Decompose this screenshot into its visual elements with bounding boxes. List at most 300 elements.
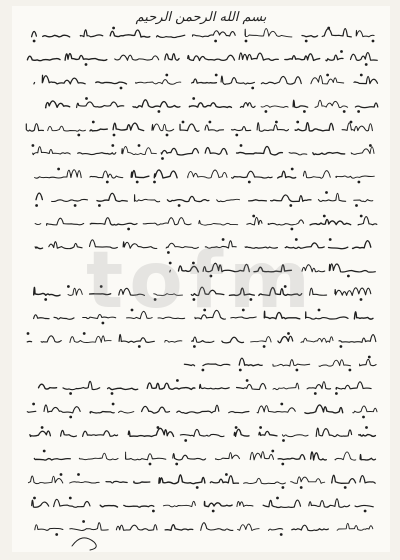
ink-dot (323, 215, 325, 217)
ink-stroke (170, 270, 171, 272)
ink-dot (136, 181, 138, 183)
ink-dot (356, 205, 358, 207)
ink-dot (365, 64, 367, 66)
ink-dot (58, 168, 60, 170)
ink-stroke (35, 170, 82, 178)
ink-stroke (100, 505, 117, 507)
ink-stroke (261, 76, 301, 84)
ink-dot (329, 239, 331, 241)
ink-stroke (278, 336, 293, 342)
ink-stroke (128, 428, 173, 436)
ink-dot (158, 111, 160, 113)
ink-stroke (205, 125, 224, 131)
ink-dot (300, 487, 302, 489)
manuscript-page (12, 6, 390, 552)
ink-stroke (131, 170, 149, 177)
ink-dot (166, 134, 168, 136)
ink-dot (290, 205, 292, 207)
ink-stroke (134, 481, 150, 483)
ink-stroke (35, 525, 63, 531)
ink-stroke (221, 76, 254, 84)
ink-dot (242, 309, 244, 311)
ink-dot (236, 134, 238, 136)
ink-stroke (65, 54, 107, 61)
ink-stroke (229, 412, 249, 413)
ink-stroke (34, 83, 35, 84)
ink-dot (166, 74, 168, 76)
ink-dot (326, 192, 328, 194)
ink-stroke (124, 505, 154, 507)
ink-stroke (271, 195, 311, 202)
ink-dot (360, 74, 362, 76)
ink-stroke (292, 525, 329, 531)
ink-dot (45, 299, 47, 301)
ink-dot (252, 87, 254, 89)
ink-stroke (205, 148, 227, 155)
ink-stroke (33, 147, 70, 155)
ink-dot (194, 346, 196, 348)
ink-stroke (351, 53, 378, 61)
ink-stroke (351, 147, 374, 155)
ink-dot (314, 393, 316, 395)
ink-stroke (54, 499, 90, 507)
ink-dot (83, 521, 85, 523)
ink-stroke (195, 310, 226, 319)
ink-stroke (83, 315, 116, 319)
ink-dot (304, 111, 306, 113)
ink-dot (32, 145, 34, 147)
ink-dot (131, 309, 133, 311)
ink-stroke (250, 452, 273, 460)
ink-dot (282, 463, 284, 465)
ink-stroke (311, 452, 327, 460)
ink-stroke (119, 288, 145, 295)
ink-stroke (217, 199, 240, 201)
ink-stroke (142, 406, 170, 413)
ink-stroke (303, 171, 330, 179)
ink-dot (154, 181, 156, 183)
ink-stroke (126, 452, 166, 460)
ink-stroke (116, 525, 157, 531)
ink-dot (112, 403, 114, 405)
ink-dot (112, 145, 114, 147)
ink-stroke (199, 220, 238, 225)
ink-dot (253, 215, 255, 217)
ink-stroke (193, 31, 236, 37)
ink-stroke (273, 360, 310, 366)
ink-stroke (78, 153, 116, 155)
ink-stroke (46, 101, 70, 108)
ink-dot (280, 534, 282, 536)
ink-stroke (264, 311, 300, 319)
ink-stroke (166, 243, 198, 248)
ink-stroke (68, 288, 82, 295)
ink-dot (284, 286, 286, 288)
ink-stroke (309, 499, 350, 507)
ink-stroke (359, 435, 376, 437)
ink-stroke (133, 100, 180, 108)
ink-dot (128, 228, 130, 230)
ink-dot (240, 145, 242, 147)
ink-stroke (316, 428, 351, 436)
ink-dot (149, 463, 151, 465)
ink-stroke (35, 247, 42, 249)
ink-stroke (245, 29, 292, 37)
ink-dot (291, 228, 293, 230)
ink-dot (138, 346, 140, 348)
ink-dot (86, 98, 88, 100)
ink-stroke (237, 501, 253, 506)
ink-dot (276, 121, 278, 123)
ink-stroke (232, 171, 272, 178)
ink-stroke (97, 193, 127, 201)
ink-stroke (356, 30, 374, 36)
ink-stroke (70, 523, 108, 531)
ink-stroke (245, 247, 277, 249)
ink-dot (70, 416, 72, 418)
ink-stroke (42, 75, 85, 84)
ink-dot (297, 121, 299, 123)
ink-dot (162, 158, 164, 160)
ink-stroke (310, 219, 351, 224)
ink-stroke (127, 311, 153, 318)
ink-stroke (302, 265, 325, 272)
ink-dot (343, 111, 345, 113)
ink-stroke (238, 524, 260, 531)
ink-dot (100, 286, 102, 288)
ink-dot (215, 74, 217, 76)
ink-dot (291, 168, 293, 170)
ink-stroke (90, 240, 118, 249)
ink-dot (336, 393, 338, 395)
ink-dot (60, 474, 62, 476)
ink-stroke (90, 171, 123, 178)
ink-stroke (289, 153, 307, 155)
ink-stroke (259, 288, 302, 296)
ink-stroke (360, 476, 375, 484)
ink-dot (69, 497, 71, 499)
ink-dot (364, 510, 366, 512)
ink-stroke (237, 146, 283, 155)
ink-stroke (215, 453, 239, 460)
ink-stroke (27, 56, 60, 60)
ink-stroke (332, 475, 356, 483)
ink-stroke (152, 124, 174, 131)
ink-stroke (143, 218, 191, 225)
ink-stroke (44, 405, 80, 413)
ink-dot (295, 239, 297, 241)
ink-stroke (77, 102, 124, 108)
ink-stroke (96, 82, 127, 84)
margin-flourish (72, 538, 96, 550)
ink-stroke (269, 529, 283, 531)
ink-stroke (285, 54, 320, 61)
ink-stroke (231, 317, 256, 318)
ink-dot (368, 356, 370, 358)
ink-stroke (210, 476, 238, 484)
ink-stroke (192, 337, 214, 342)
ink-stroke (239, 53, 278, 60)
ink-dot (176, 463, 178, 465)
ink-dot (296, 369, 298, 371)
ink-dot (196, 487, 198, 489)
ink-dot (341, 51, 343, 53)
ink-dot (222, 239, 224, 241)
ink-dot (283, 440, 285, 442)
ink-dot (272, 450, 274, 452)
ink-stroke (165, 525, 193, 531)
ink-stroke (90, 218, 137, 225)
ink-stroke (52, 199, 88, 201)
ink-dot (182, 121, 184, 123)
ink-stroke (48, 126, 86, 131)
ink-stroke (189, 103, 231, 108)
ink-stroke (123, 242, 157, 249)
ink-stroke (204, 501, 232, 506)
ink-stroke (113, 123, 144, 130)
ink-stroke (188, 55, 235, 60)
ink-stroke (180, 429, 224, 436)
ink-stroke (285, 243, 324, 248)
ink-dot (212, 510, 214, 512)
ink-stroke (41, 336, 61, 342)
ink-dot (157, 427, 159, 429)
ink-stroke (237, 383, 266, 389)
ink-stroke (247, 217, 262, 224)
ink-stroke (179, 266, 199, 272)
ink-dot (305, 40, 307, 42)
ink-dot (344, 487, 346, 489)
ink-dot (113, 134, 115, 136)
ink-stroke (329, 264, 375, 272)
ink-stroke (315, 100, 348, 107)
ink-stroke (232, 127, 251, 131)
ink-stroke (355, 505, 373, 506)
ink-stroke (257, 123, 288, 132)
ink-dot (360, 299, 362, 301)
ink-stroke (154, 170, 177, 178)
ink-stroke (115, 55, 159, 60)
ink-stroke (353, 406, 377, 413)
ink-dot (120, 87, 122, 89)
ink-stroke (249, 200, 267, 201)
ink-stroke (229, 288, 254, 295)
ink-stroke (161, 148, 198, 155)
ink-stroke (335, 288, 371, 296)
ink-stroke (165, 340, 182, 342)
ink-dot (68, 286, 70, 288)
ink-stroke (329, 247, 348, 249)
ink-stroke (310, 288, 327, 295)
ink-stroke (254, 265, 291, 272)
ink-dot (106, 181, 108, 183)
ink-dot (70, 393, 72, 395)
ink-stroke (34, 287, 60, 295)
ink-dot (193, 299, 195, 301)
ink-stroke (353, 241, 371, 249)
ink-stroke (326, 55, 343, 61)
ink-stroke (295, 123, 333, 131)
ink-dot (372, 40, 374, 42)
ink-stroke (36, 193, 42, 200)
ink-stroke (163, 501, 195, 507)
ink-stroke (305, 405, 343, 414)
ink-dot (33, 403, 35, 405)
ink-stroke (108, 388, 138, 390)
ink-stroke (61, 430, 77, 436)
ink-stroke (354, 200, 373, 202)
ink-stroke (157, 35, 185, 37)
ink-stroke (90, 129, 107, 131)
ink-stroke (234, 429, 249, 436)
ink-stroke (30, 431, 51, 436)
ink-dot (248, 181, 250, 183)
ink-stroke (180, 124, 199, 131)
ink-stroke (49, 242, 82, 249)
ink-stroke (244, 478, 286, 484)
ink-dot (318, 309, 320, 311)
ink-dot (33, 40, 35, 42)
ink-dot (327, 74, 329, 76)
ink-dot (43, 450, 45, 452)
ink-dot (74, 205, 76, 207)
ink-dot (358, 181, 360, 183)
ink-stroke (27, 341, 31, 342)
ink-stroke (165, 54, 179, 60)
ink-stroke (358, 217, 377, 225)
ink-dot (358, 111, 360, 113)
ink-stroke (200, 384, 230, 389)
ink-stroke (26, 124, 43, 132)
ink-stroke (191, 287, 224, 295)
ink-stroke (203, 263, 249, 271)
ink-dot (250, 299, 252, 301)
ink-dot (235, 427, 237, 429)
ink-dot (169, 262, 171, 264)
ink-dot (185, 440, 187, 442)
ink-stroke (192, 79, 217, 83)
ink-stroke (306, 312, 348, 319)
ink-stroke (337, 523, 373, 530)
ink-stroke (291, 477, 325, 484)
ink-dot (246, 380, 248, 382)
ink-stroke (319, 360, 351, 367)
ink-dot (34, 497, 36, 499)
ink-stroke (106, 481, 127, 483)
ink-stroke (257, 406, 295, 413)
ink-stroke (80, 30, 103, 37)
ink-dot (245, 40, 247, 42)
ink-stroke (32, 31, 37, 36)
ink-stroke (90, 294, 111, 295)
ink-dot (265, 111, 267, 113)
ink-dot (99, 205, 101, 207)
ink-stroke (354, 312, 373, 319)
ink-stroke (90, 412, 114, 413)
ink-stroke (311, 76, 344, 84)
ink-stroke (119, 411, 134, 413)
ink-stroke (268, 220, 304, 225)
ink-stroke (354, 77, 378, 84)
ink-dot (281, 403, 283, 405)
ink-stroke (43, 35, 70, 37)
ink-dot (113, 27, 115, 29)
ink-dot (204, 309, 206, 311)
ink-dot (282, 487, 284, 489)
ink-stroke (39, 384, 57, 389)
ink-dot (56, 534, 58, 536)
ink-stroke (154, 294, 183, 296)
ink-dot (78, 134, 80, 136)
ink-stroke (167, 196, 209, 201)
ink-stroke (54, 317, 74, 319)
ink-dot (350, 121, 352, 123)
ink-dot (177, 380, 179, 382)
ink-stroke (158, 317, 185, 319)
ink-stroke (360, 455, 375, 460)
ink-stroke (136, 80, 181, 85)
ink-dot (328, 27, 330, 29)
ink-dot (239, 369, 241, 371)
ink-stroke (134, 195, 159, 202)
watermark: tofm (85, 236, 317, 326)
ink-stroke (278, 171, 296, 178)
ink-stroke (251, 337, 272, 342)
handwritten-text (12, 6, 390, 552)
ink-dot (83, 333, 85, 335)
ink-stroke (273, 383, 299, 389)
ink-stroke (355, 103, 377, 108)
ink-stroke (261, 106, 288, 108)
ink-stroke (240, 103, 255, 108)
ink-dot (85, 64, 87, 66)
ink-dot (209, 121, 211, 123)
ink-stroke (110, 30, 150, 37)
ink-dot (27, 333, 29, 335)
ink-dot (36, 205, 38, 207)
ink-stroke (27, 411, 36, 412)
ink-dot (78, 474, 80, 476)
ink-stroke (63, 381, 100, 389)
ink-stroke (70, 336, 111, 343)
ink-dot (138, 145, 140, 147)
ink-stroke (239, 358, 262, 366)
ink-dot (215, 40, 217, 42)
ink-stroke (203, 364, 230, 366)
ink-dot (370, 145, 372, 147)
ink-stroke (34, 458, 70, 460)
ink-dot (111, 393, 113, 395)
ink-dot (202, 369, 204, 371)
ink-stroke (188, 170, 227, 178)
ink-stroke (47, 218, 84, 225)
ink-stroke (70, 482, 99, 483)
ink-dot (102, 322, 104, 324)
ink-dot (340, 346, 342, 348)
ink-stroke (282, 435, 308, 437)
ink-stroke (205, 241, 236, 248)
ink-stroke (173, 454, 206, 460)
ink-dot (360, 215, 362, 217)
ink-stroke (79, 453, 118, 460)
ink-stroke (201, 523, 233, 531)
ink-dot (92, 121, 94, 123)
ink-dot (260, 427, 262, 429)
ink-dot (366, 427, 368, 429)
ink-stroke (336, 176, 375, 178)
ink-dot (153, 510, 155, 512)
ink-dot (210, 275, 212, 277)
